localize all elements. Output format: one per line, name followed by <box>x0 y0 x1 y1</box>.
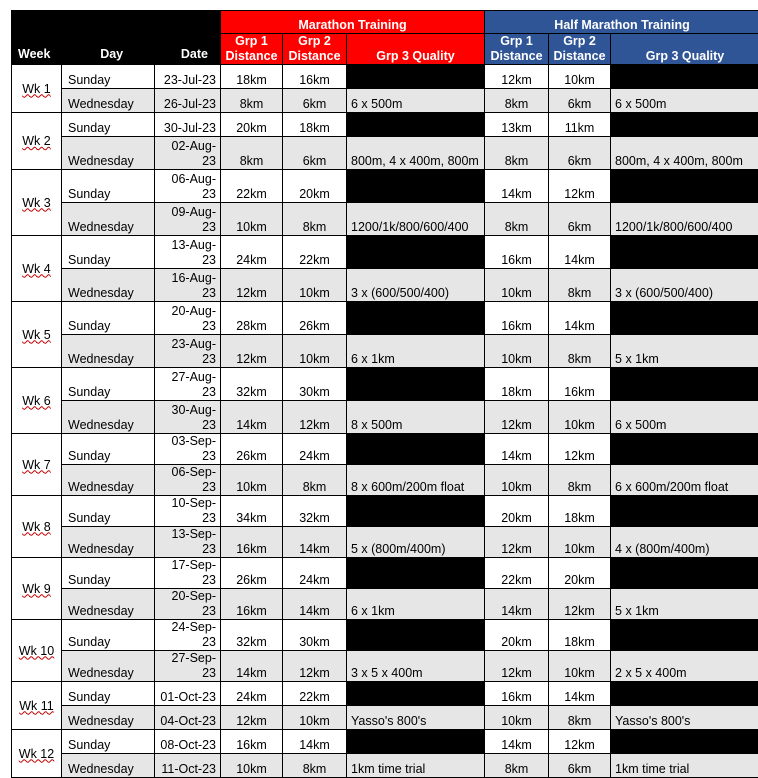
marathon-grp1-cell: 8km <box>221 137 283 170</box>
marathon-quality-cell: 3 x 5 x 400m <box>347 651 485 682</box>
table-row <box>12 368 758 401</box>
marathon-grp1-cell: 24km <box>221 236 283 269</box>
day-cell: Wednesday <box>62 465 155 496</box>
half-grp1-cell: 12km <box>485 65 549 89</box>
marathon-grp1-cell: 10km <box>221 465 283 496</box>
half-grp2-cell: 12km <box>549 170 611 203</box>
marathon-grp2-cell: 30km <box>283 620 347 651</box>
table-row <box>12 558 758 589</box>
half-quality-cell: 5 x 1km <box>611 335 758 368</box>
table-row <box>12 170 758 203</box>
half-quality-cell <box>611 113 758 137</box>
week-label-text: Wk 10 <box>19 644 54 658</box>
date-cell: 10-Sep-23 <box>155 496 221 527</box>
week-label-text: Wk 2 <box>22 134 50 148</box>
half-grp1-cell: 8km <box>485 89 549 113</box>
week-label-text: Wk 7 <box>22 458 50 472</box>
date-cell: 27-Aug-23 <box>155 368 221 401</box>
half-quality-cell: 3 x (600/500/400) <box>611 269 758 302</box>
half-grp1-cell: 8km <box>485 754 549 778</box>
marathon-quality-cell <box>347 236 485 269</box>
marathon-grp1-cell: 14km <box>221 401 283 434</box>
table-row <box>12 335 758 368</box>
week-label <box>12 113 62 170</box>
marathon-grp2-cell: 14km <box>283 730 347 754</box>
date-cell: 13-Sep-23 <box>155 527 221 558</box>
half-quality-cell: 800m, 4 x 400m, 800m <box>611 137 758 170</box>
day-cell: Sunday <box>62 496 155 527</box>
date-cell: 16-Aug-23 <box>155 269 221 302</box>
date-cell: 04-Oct-23 <box>155 706 221 730</box>
half-grp2-cell: 14km <box>549 236 611 269</box>
half-grp2-cell: 10km <box>549 651 611 682</box>
half-grp1-cell: 18km <box>485 368 549 401</box>
day-cell: Sunday <box>62 434 155 465</box>
half-quality-cell <box>611 236 758 269</box>
marathon-quality-cell <box>347 434 485 465</box>
marathon-grp2-cell: 10km <box>283 706 347 730</box>
half-grp2-cell: 16km <box>549 368 611 401</box>
marathon-grp2-cell: 22km <box>283 682 347 706</box>
day-cell: Sunday <box>62 558 155 589</box>
day-cell: Wednesday <box>62 89 155 113</box>
half-grp2-cell: 14km <box>549 302 611 335</box>
week-label-text: Wk 5 <box>22 328 50 342</box>
half-quality-cell: 1200/1k/800/600/400 <box>611 203 758 236</box>
table-row <box>12 302 758 335</box>
half-grp2-cell: 8km <box>549 269 611 302</box>
half-quality-cell: 6 x 500m <box>611 401 758 434</box>
week-label <box>12 236 62 302</box>
header-week: Week <box>18 47 50 62</box>
date-cell: 09-Aug-23 <box>155 203 221 236</box>
half-grp3-header: Grp 3 Quality <box>611 34 758 65</box>
half-quality-cell: 2 x 5 x 400m <box>611 651 758 682</box>
marathon-grp1-cell: 10km <box>221 754 283 778</box>
half-grp1-cell: 12km <box>485 401 549 434</box>
day-cell: Wednesday <box>62 335 155 368</box>
marathon-grp2-cell: 18km <box>283 113 347 137</box>
table-row <box>12 620 758 651</box>
half-grp1-cell: 22km <box>485 558 549 589</box>
marathon-header: Marathon Training <box>221 11 485 34</box>
half-grp2-cell: 12km <box>549 589 611 620</box>
half-quality-cell: 6 x 500m <box>611 89 758 113</box>
day-cell: Wednesday <box>62 589 155 620</box>
marathon-grp1-cell: 14km <box>221 651 283 682</box>
half-grp1-cell: 8km <box>485 137 549 170</box>
marathon-grp1-cell: 32km <box>221 368 283 401</box>
day-cell: Wednesday <box>62 137 155 170</box>
date-cell: 03-Sep-23 <box>155 434 221 465</box>
day-cell: Wednesday <box>62 401 155 434</box>
half-quality-cell: 1km time trial <box>611 754 758 778</box>
half-grp2-cell: 12km <box>549 434 611 465</box>
half-quality-cell <box>611 496 758 527</box>
marathon-grp1-cell: 26km <box>221 558 283 589</box>
week-label <box>12 65 62 113</box>
day-cell: Wednesday <box>62 203 155 236</box>
date-cell: 20-Sep-23 <box>155 589 221 620</box>
date-cell: 06-Sep-23 <box>155 465 221 496</box>
marathon-grp2-cell: 32km <box>283 496 347 527</box>
half-grp2-cell: 8km <box>549 706 611 730</box>
training-schedule-table <box>11 10 758 778</box>
date-cell: 23-Aug-23 <box>155 335 221 368</box>
half-quality-cell <box>611 558 758 589</box>
day-cell: Wednesday <box>62 754 155 778</box>
table-row <box>12 682 758 706</box>
week-label <box>12 368 62 434</box>
half-grp1-header: Grp 1 Distance <box>485 34 549 65</box>
marathon-grp2-cell: 14km <box>283 527 347 558</box>
day-cell: Sunday <box>62 170 155 203</box>
half-grp2-cell: 6km <box>549 203 611 236</box>
table-row <box>12 269 758 302</box>
week-label-text: Wk 1 <box>22 82 50 96</box>
table-row <box>12 465 758 496</box>
half-grp2-cell: 14km <box>549 682 611 706</box>
marathon-grp2-cell: 24km <box>283 434 347 465</box>
day-cell: Sunday <box>62 730 155 754</box>
half-quality-cell <box>611 65 758 89</box>
marathon-quality-cell: 6 x 1km <box>347 335 485 368</box>
date-cell: 27-Sep-23 <box>155 651 221 682</box>
marathon-quality-cell <box>347 496 485 527</box>
date-cell: 26-Jul-23 <box>155 89 221 113</box>
week-label-text: Wk 6 <box>22 394 50 408</box>
table-row <box>12 236 758 269</box>
half-grp1-cell: 14km <box>485 434 549 465</box>
week-label <box>12 302 62 368</box>
week-label-text: Wk 8 <box>22 520 50 534</box>
marathon-grp1-cell: 16km <box>221 730 283 754</box>
half-grp2-cell: 12km <box>549 730 611 754</box>
header-day: Day <box>100 47 123 62</box>
marathon-grp1-cell: 22km <box>221 170 283 203</box>
half-quality-cell: Yasso's 800's <box>611 706 758 730</box>
marathon-quality-cell: 1km time trial <box>347 754 485 778</box>
marathon-quality-cell: 8 x 500m <box>347 401 485 434</box>
date-cell: 02-Aug-23 <box>155 137 221 170</box>
marathon-grp2-cell: 26km <box>283 302 347 335</box>
marathon-grp2-cell: 10km <box>283 269 347 302</box>
week-label-text: Wk 12 <box>19 747 54 761</box>
half-quality-cell <box>611 682 758 706</box>
half-grp2-cell: 18km <box>549 620 611 651</box>
marathon-quality-cell <box>347 302 485 335</box>
half-grp1-cell: 20km <box>485 496 549 527</box>
table-row <box>12 401 758 434</box>
half-quality-cell <box>611 302 758 335</box>
table-row <box>12 89 758 113</box>
day-cell: Sunday <box>62 682 155 706</box>
marathon-quality-cell: 6 x 500m <box>347 89 485 113</box>
table-row <box>12 203 758 236</box>
marathon-grp1-cell: 16km <box>221 527 283 558</box>
date-cell: 13-Aug-23 <box>155 236 221 269</box>
marathon-grp2-cell: 16km <box>283 65 347 89</box>
half-grp2-cell: 11km <box>549 113 611 137</box>
marathon-grp1-cell: 16km <box>221 589 283 620</box>
marathon-grp1-cell: 18km <box>221 65 283 89</box>
marathon-grp1-cell: 8km <box>221 89 283 113</box>
half-grp1-cell: 14km <box>485 170 549 203</box>
table-row <box>12 706 758 730</box>
half-grp1-cell: 14km <box>485 589 549 620</box>
date-cell: 08-Oct-23 <box>155 730 221 754</box>
marathon-grp1-cell: 24km <box>221 682 283 706</box>
day-cell: Sunday <box>62 236 155 269</box>
marathon-grp2-cell: 8km <box>283 465 347 496</box>
date-cell: 06-Aug-23 <box>155 170 221 203</box>
marathon-grp1-cell: 34km <box>221 496 283 527</box>
table-row <box>12 527 758 558</box>
half-grp1-cell: 12km <box>485 527 549 558</box>
marathon-quality-cell: Yasso's 800's <box>347 706 485 730</box>
marathon-quality-cell <box>347 113 485 137</box>
header-date: Date <box>181 47 208 62</box>
week-label <box>12 730 62 778</box>
half-grp1-cell: 10km <box>485 465 549 496</box>
marathon-grp1-cell: 26km <box>221 434 283 465</box>
table-row <box>12 137 758 170</box>
half-grp2-cell: 18km <box>549 496 611 527</box>
marathon-grp1-cell: 32km <box>221 620 283 651</box>
marathon-quality-cell: 8 x 600m/200m float <box>347 465 485 496</box>
week-label-text: Wk 9 <box>22 582 50 596</box>
marathon-quality-cell <box>347 620 485 651</box>
marathon-grp2-cell: 6km <box>283 137 347 170</box>
day-cell: Sunday <box>62 620 155 651</box>
marathon-quality-cell: 1200/1k/800/600/400 <box>347 203 485 236</box>
marathon-quality-cell: 800m, 4 x 400m, 800m <box>347 137 485 170</box>
half-grp1-cell: 16km <box>485 302 549 335</box>
half-quality-cell <box>611 434 758 465</box>
week-label-text: Wk 11 <box>19 699 54 713</box>
day-cell: Sunday <box>62 113 155 137</box>
date-cell: 30-Jul-23 <box>155 113 221 137</box>
marathon-quality-cell: 5 x (800m/400m) <box>347 527 485 558</box>
marathon-quality-cell <box>347 65 485 89</box>
marathon-grp1-cell: 12km <box>221 335 283 368</box>
half-grp2-cell: 8km <box>549 465 611 496</box>
marathon-grp2-cell: 10km <box>283 335 347 368</box>
week-label <box>12 682 62 730</box>
date-cell: 24-Sep-23 <box>155 620 221 651</box>
half-grp1-cell: 13km <box>485 113 549 137</box>
marathon-quality-cell: 3 x (600/500/400) <box>347 269 485 302</box>
half-quality-cell <box>611 170 758 203</box>
half-grp1-cell: 12km <box>485 651 549 682</box>
week-label <box>12 558 62 620</box>
marathon-quality-cell <box>347 558 485 589</box>
date-cell: 17-Sep-23 <box>155 558 221 589</box>
table-row <box>12 65 758 89</box>
marathon-grp1-cell: 12km <box>221 269 283 302</box>
table-row <box>12 434 758 465</box>
marathon-grp1-cell: 10km <box>221 203 283 236</box>
half-grp2-cell: 20km <box>549 558 611 589</box>
table-row <box>12 754 758 778</box>
half-quality-cell: 6 x 600m/200m float <box>611 465 758 496</box>
date-cell: 11-Oct-23 <box>155 754 221 778</box>
marathon-grp2-cell: 12km <box>283 401 347 434</box>
half-grp1-cell: 10km <box>485 335 549 368</box>
header-corner <box>12 11 221 65</box>
half-grp1-cell: 10km <box>485 706 549 730</box>
marathon-grp2-cell: 14km <box>283 589 347 620</box>
day-cell: Wednesday <box>62 269 155 302</box>
marathon-grp1-cell: 12km <box>221 706 283 730</box>
marathon-quality-cell <box>347 170 485 203</box>
marathon-grp2-cell: 24km <box>283 558 347 589</box>
half-quality-cell <box>611 368 758 401</box>
half-grp1-cell: 16km <box>485 682 549 706</box>
marathon-grp1-header: Grp 1 Distance <box>221 34 283 65</box>
table-row <box>12 113 758 137</box>
week-label <box>12 434 62 496</box>
day-cell: Sunday <box>62 368 155 401</box>
marathon-grp2-cell: 12km <box>283 651 347 682</box>
marathon-grp2-cell: 8km <box>283 203 347 236</box>
marathon-grp3-header: Grp 3 Quality <box>347 34 485 65</box>
marathon-grp2-cell: 8km <box>283 754 347 778</box>
half-marathon-header: Half Marathon Training <box>485 11 758 34</box>
half-grp2-cell: 10km <box>549 401 611 434</box>
half-grp2-cell: 6km <box>549 754 611 778</box>
date-cell: 23-Jul-23 <box>155 65 221 89</box>
week-label-text: Wk 3 <box>22 196 50 210</box>
week-label <box>12 496 62 558</box>
week-label <box>12 620 62 682</box>
week-label-text: Wk 4 <box>22 262 50 276</box>
table-row <box>12 651 758 682</box>
marathon-grp2-header: Grp 2 Distance <box>283 34 347 65</box>
week-label <box>12 170 62 236</box>
half-grp2-cell: 6km <box>549 137 611 170</box>
half-grp2-cell: 10km <box>549 65 611 89</box>
half-grp1-cell: 10km <box>485 269 549 302</box>
date-cell: 01-Oct-23 <box>155 682 221 706</box>
table-row <box>12 589 758 620</box>
day-cell: Wednesday <box>62 706 155 730</box>
half-grp1-cell: 20km <box>485 620 549 651</box>
half-grp2-cell: 10km <box>549 527 611 558</box>
day-cell: Wednesday <box>62 527 155 558</box>
date-cell: 20-Aug-23 <box>155 302 221 335</box>
half-grp2-header: Grp 2 Distance <box>549 34 611 65</box>
marathon-grp2-cell: 30km <box>283 368 347 401</box>
marathon-grp1-cell: 20km <box>221 113 283 137</box>
marathon-grp2-cell: 22km <box>283 236 347 269</box>
day-cell: Sunday <box>62 302 155 335</box>
marathon-grp2-cell: 6km <box>283 89 347 113</box>
marathon-grp1-cell: 28km <box>221 302 283 335</box>
half-quality-cell: 5 x 1km <box>611 589 758 620</box>
half-grp2-cell: 8km <box>549 335 611 368</box>
marathon-quality-cell <box>347 368 485 401</box>
half-grp1-cell: 16km <box>485 236 549 269</box>
day-cell: Sunday <box>62 65 155 89</box>
marathon-grp2-cell: 20km <box>283 170 347 203</box>
date-cell: 30-Aug-23 <box>155 401 221 434</box>
half-grp1-cell: 8km <box>485 203 549 236</box>
marathon-quality-cell <box>347 682 485 706</box>
half-grp1-cell: 14km <box>485 730 549 754</box>
half-quality-cell: 4 x (800m/400m) <box>611 527 758 558</box>
half-grp2-cell: 6km <box>549 89 611 113</box>
half-quality-cell <box>611 620 758 651</box>
day-cell: Wednesday <box>62 651 155 682</box>
marathon-quality-cell: 6 x 1km <box>347 589 485 620</box>
table-row <box>12 496 758 527</box>
